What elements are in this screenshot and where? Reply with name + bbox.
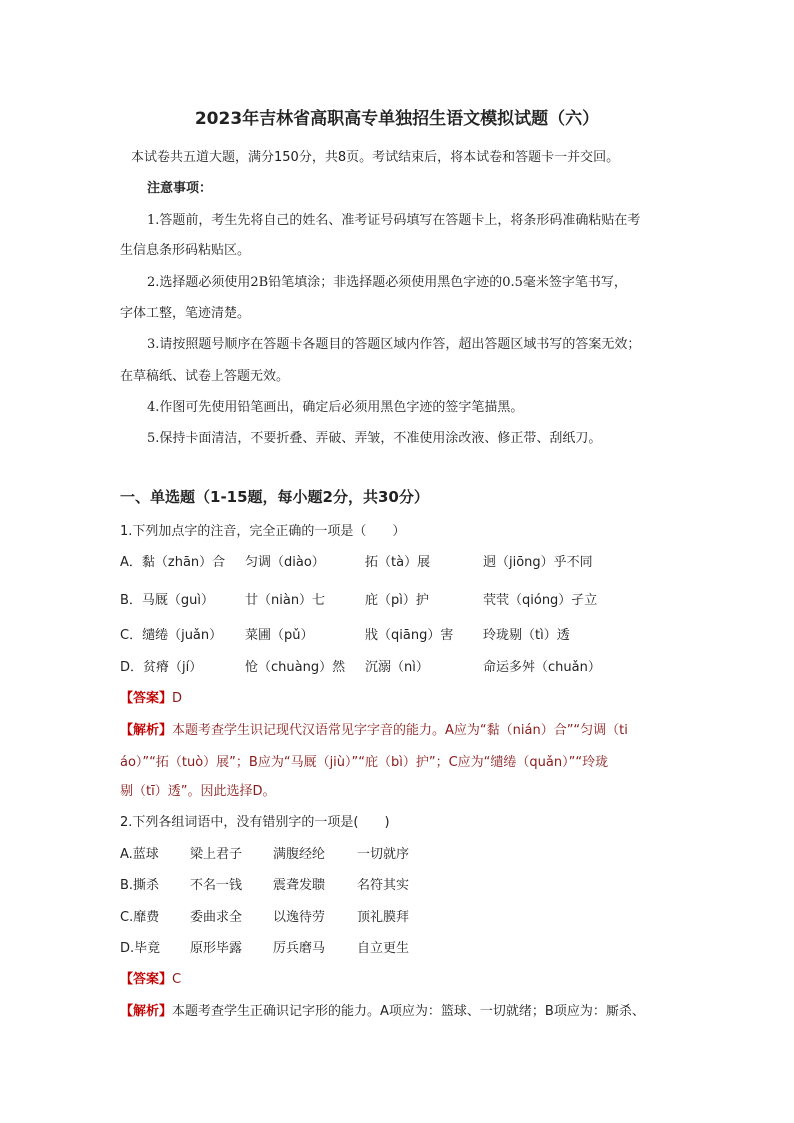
q1-option-b-2: 廿（niàn）七 <box>245 593 326 608</box>
q2-option-c-1: C.靡费 <box>120 910 160 925</box>
q1-option-a-3: 拓（tà）展 <box>365 555 431 570</box>
notice-line: 4.作图可先使用铅笔画出，确定后必须用黑色字迹的签字笔描黑。 <box>147 400 524 415</box>
notice-heading: 注意事项： <box>147 181 213 196</box>
q1-option-a-1: A．黏（zhān）合 <box>120 555 226 570</box>
q1-option-d-4: 命运多舛（chuǎn） <box>483 660 601 675</box>
analysis-text: 本题考查学生识记现代汉语常见字字音的能力。A应为“黏（nián）合”“匀调（ti <box>172 723 628 738</box>
q2-option-b-3: 震聋发聩 <box>273 878 326 893</box>
answer-value: C <box>172 972 182 987</box>
q2-option-d-1: D.毕竟 <box>120 941 161 956</box>
answer-label: 【答案】 <box>120 972 173 987</box>
analysis-text: áo）”“拓（tuò）展”；B应为“马厩（jiù）”“庇（bì）护”；C应为“缱绻（quǎn）”“玲珑 <box>120 755 609 770</box>
q1-option-c-1: C．缱绻（juǎn） <box>120 628 223 643</box>
question-stem: 1.下列加点字的注音，完全正确的一项是（ ） <box>120 524 406 539</box>
analysis-label: 【解析】 <box>120 723 173 738</box>
q2-option-d-3: 厉兵磨马 <box>273 941 326 956</box>
q1-option-b-3: 庇（pì）护 <box>365 593 429 608</box>
q2-option-c-2: 委曲求全 <box>190 910 243 925</box>
answer-value: D <box>172 691 183 706</box>
notice-line: 在草稿纸、试卷上答题无效。 <box>120 369 290 384</box>
q2-option-a-1: A.蓝球 <box>120 847 159 862</box>
q1-option-c-2: 菜圃（pǔ） <box>245 628 314 643</box>
notice-line: 3.请按照题号顺序在答题卡各题目的答题区域内作答，超出答题区域书写的答案无效； <box>147 337 641 352</box>
q2-option-a-4: 一切就序 <box>357 847 410 862</box>
analysis-label: 【解析】 <box>120 1004 173 1019</box>
q1-option-a-2: 匀调（diào） <box>245 555 325 570</box>
notice-line: 1.答题前，考生先将自己的姓名、准考证号码填写在答题卡上，将条形码准确粘贴在考 <box>147 213 641 228</box>
q2-option-b-2: 不名一钱 <box>190 878 243 893</box>
analysis-text: 剔（tī）透”。因此选择D。 <box>120 784 276 799</box>
q1-option-d-3: 沉溺（nì） <box>365 660 429 675</box>
q1-option-c-4: 玲珑剔（tì）透 <box>483 628 570 643</box>
exam-intro: 本试卷共五道大题，满分150分，共8页。考试结束后，将本试卷和答题卡一并交回。 <box>131 150 620 165</box>
analysis-line <box>120 1000 645 1019</box>
answer-line <box>120 687 182 706</box>
q2-option-b-1: B.撕杀 <box>120 878 160 893</box>
q1-option-c-3: 戕（qiāng）害 <box>365 628 454 643</box>
notice-line: 字体工整，笔迹清楚。 <box>120 306 251 321</box>
page-title: 2023年吉林省高职高专单独招生语文模拟试题（六） <box>194 109 600 129</box>
q2-option-a-3: 满腹经纶 <box>273 847 326 862</box>
q2-option-c-4: 顶礼膜拜 <box>357 910 410 925</box>
notice-line: 生信息条形码粘贴区。 <box>120 243 251 258</box>
q2-option-d-2: 原形毕露 <box>190 941 243 956</box>
q1-option-b-4: 茕茕（qióng）孑立 <box>483 593 598 608</box>
q2-option-b-4: 名符其实 <box>357 878 410 893</box>
question-stem: 2.下列各组词语中，没有错别字的一项是( ) <box>120 815 390 830</box>
notice-line: 5.保持卡面清洁，不要折叠、弄破、弄皱，不准使用涂改液、修正带、刮纸刀。 <box>147 431 602 446</box>
answer-line <box>120 968 181 987</box>
q2-option-a-2: 梁上君子 <box>190 847 243 862</box>
q1-option-d-1: D．贫瘠（jí） <box>120 660 203 675</box>
q2-option-c-3: 以逸待劳 <box>273 910 326 925</box>
analysis-line <box>120 719 628 738</box>
answer-label: 【答案】 <box>120 691 173 706</box>
notice-line: 2.选择题必须使用2B铅笔填涂；非选择题必须使用黑色字迹的0.5毫米签字笔书写， <box>147 275 627 290</box>
q1-option-d-2: 怆（chuàng）然 <box>245 660 346 675</box>
analysis-text: 本题考查学生正确识记字形的能力。A项应为：篮球、一切就绪；B项应为：厮杀、 <box>172 1004 645 1019</box>
q1-option-a-4: 迥（jiōng）乎不同 <box>483 555 593 570</box>
section-heading: 一、单选题（1-15题，每小题2分，共30分） <box>120 488 429 506</box>
q2-option-d-4: 自立更生 <box>357 941 410 956</box>
q1-option-b-1: B．马厩（guì） <box>120 593 215 608</box>
